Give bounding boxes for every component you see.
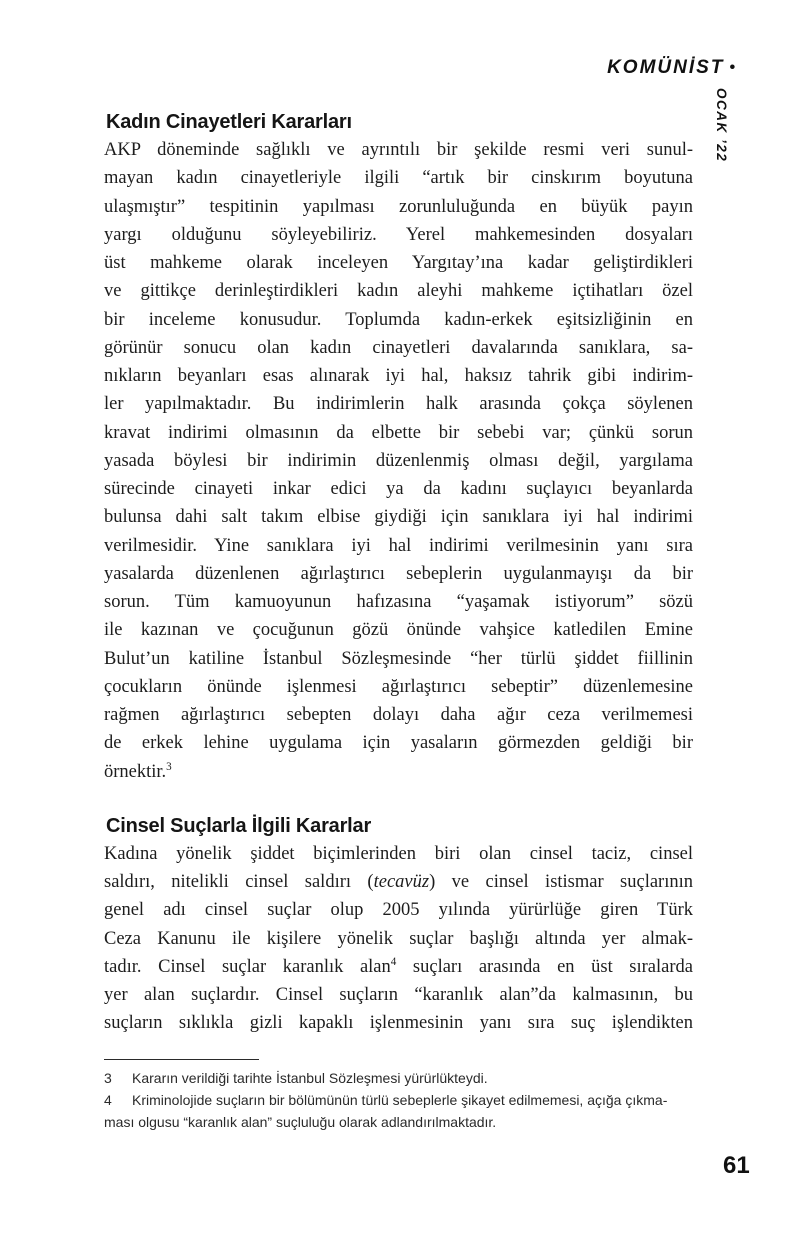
body-line: Bulut’un katiline İstanbul Sözleşmesinde “her türlü şiddet fiillinin [104,648,693,669]
body-line: kravat indirimi olmasının da elbette bir sebebi var; çünkü sorun [104,422,693,443]
body-line: ler yapılmaktadır. Bu indirimlerin halk arasında çokça söylenen [104,394,693,415]
article-column [104,0,693,1133]
footnote-divider [104,1059,259,1060]
body-line: görünür sonucu olan kadın cinayetleri davalarında sanıklara, sa- [104,337,693,358]
body-line: rağmen ağırlaştırıcı sebepten dolayı daha ağır ceza verilmemesi [104,705,693,725]
body-line: sorun. Tüm kamuoyunun hafızasına “yaşamak istiyorum” sözü [104,592,693,612]
footnote-number: 4 [104,1091,112,1108]
page-number: 61 [723,1152,750,1179]
footnotes [104,1067,693,1133]
body-line: ile kazınan ve çocuğunun gözü önünde vahşice katledilen Emine [104,620,693,641]
body-line: nıkların beyanları esas alınarak iyi hal, haksız tahrik gibi indirim- [104,366,693,386]
issue-date-vertical: OCAK ’22 [714,88,729,163]
article-body [104,108,693,1038]
body-line: yargı olduğunu söyleyebiliriz. Yerel mahkemesinden dosyaları [104,224,693,245]
body-line: ulaşmıştır” tespitinin yapılması zorunluluğunda en büyük payın [104,196,693,217]
body-line: Ceza Kanunu ile kişilere yönelik suçlar başlığı altında yer almak- [104,928,693,949]
body-line: yasalarda düzenlenen ağırlaştırıcı sebeplerin uygulanmayışı da bir [104,563,693,584]
body-line: suçların sıklıkla gizli kapaklı işlenmesinin yanı sıra suç işlendikten [104,1013,693,1034]
section-heading: Cinsel Suçlarla İlgili Kararlar [106,814,372,837]
body-line: bir inceleme konusudur. Toplumda kadın-erkek eşitsizliğinin en [104,309,693,330]
body-line: bulunsa dahi salt takım elbise giydiği için sanıklara iyi hal indirimi [104,507,693,528]
body-line: tadır. Cinsel suçlar karanlık alan$^4$ suçları arasında en üst sıralarda [104,955,693,977]
footnote-number: 3 [104,1069,112,1086]
masthead-bullet-icon: • [729,59,737,76]
body-line: yasada böylesi bir indirimin düzenlenmiş olması değil, yargılama [104,450,693,471]
body-line: verilmesidir. Yine sanıklara iyi hal indirimi verilmesinin yanı sıra [104,535,693,556]
body-line: Kadına yönelik şiddet biçimlerinden biri olan cinsel taciz, cinsel [104,843,693,864]
section-heading: Kadın Cinayetleri Kararları [106,111,352,133]
body-line: örnektir.$^3$ [104,760,172,782]
footnote-first-line: 4 Kriminolojide suçların bir bölümünün türlü sebeplerle şikayet edilmemesi, açığa çıkma- [104,1089,693,1111]
magazine-title: KOMÜNİST [607,57,725,78]
body-line: AKP döneminde sağlıklı ve ayrıntılı bir şekilde resmi veri sunul- [104,140,693,160]
body-line: ve gittikçe derinleştirdikleri kadın aleyhi mahkeme içtihatları özel [104,281,693,302]
footnote-first-line: 3 Kararın verildiği tarihte İstanbul Sözleşmesi yürürlükteydi. [104,1067,693,1089]
body-line: mayan kadın cinayetleriyle ilgili “artık bir cinskırım boyutuna [104,168,693,189]
body-line: sürecinde cinayeti inkar edici ya da kadını suçlayıcı beyanlarda [104,479,693,499]
body-line: saldırı, nitelikli cinsel saldırı (tecavüz) ve cinsel istismar suçlarının [104,872,693,892]
body-line: genel adı cinsel suçlar olup 2005 yılında yürürlüğe giren Türk [104,900,693,921]
body-line: yer alan suçlardır. Cinsel suçların “karanlık alan”da kalmasının, bu [104,985,693,1005]
footnote-continuation-line: ması olgusu “karanlık alan” suçluluğu olarak adlandırılmaktadır. [104,1113,497,1130]
body-line: üst mahkeme olarak inceleyen Yargıtay’ına kadar geliştirdikleri [104,253,693,273]
body-line: de erkek lehine uygulama için yasaların görmezden geldiği bir [104,733,693,754]
body-line: çocukların önünde işlenmesi ağırlaştırıcı sebeptir” düzenlemesine [104,676,693,697]
